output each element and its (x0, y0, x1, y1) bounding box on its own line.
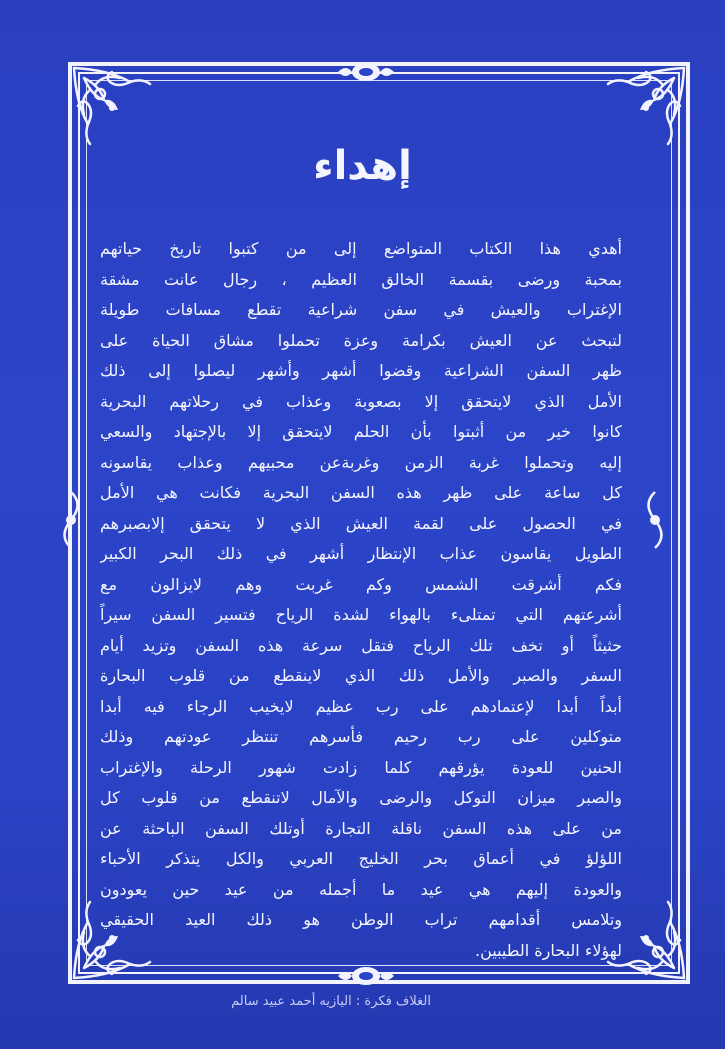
text-line: ظهر السفن الشراعية وقضوا أشهر وأشهر ليصلوا إلى ذلك (100, 361, 622, 380)
text-line: لهؤلاء البحارة الطيبين. (475, 940, 622, 960)
text-line: إليه وتحملوا غربة الزمن وغربةعن محبيهم وعذاب يقاسونه (100, 452, 622, 472)
text-line: من على هذه السفن ناقلة التجارة أوتلك السفن الباحثة عن (100, 818, 622, 838)
text-line: فكم أشرقت الشمس وكم غربت وهم لايزالون مع (100, 574, 622, 594)
dedication-title: إهداء (313, 143, 412, 189)
text-line: الطويل يقاسون عذاب الإنتظار أشهر في ذلك البحر الكبير (100, 544, 622, 563)
side-ornament-right (640, 490, 670, 550)
text-line: لتبحث عن العيش بكرامة وعزة تحملوا مشاق الحياة على (100, 330, 622, 350)
text-line: كل ساعة على ظهر هذه السفن البحرية فكانت هي الأمل (100, 483, 622, 502)
text-line: والصبر ميزان التوكل والرضى والآمال لاتنقطع من قلوب كل (100, 788, 622, 807)
cover-credit: الغلاف فكرة : اليازيه أحمد عبيد سالم (231, 994, 431, 1009)
text-line: السفر والصبر والأمل ذلك الذي لاينقطع من قلوب البحارة (100, 666, 622, 685)
text-line: الحنين للعودة يؤرقهم كلما زادت شهور الرحلة والإغتراب (100, 757, 622, 777)
text-line: كانوا خير من أثبتوا بأن الحلم لايتحقق إلا بالإجتهاد والسعي (100, 422, 622, 441)
text-line: اللؤلؤ في أعماق بحر الخليج العربي والكل يتذكر الأحباء (100, 849, 622, 868)
dedication-body (100, 234, 622, 966)
text-line: حثيثاً أو تخف تلك الرياح فتقل سرعة هذه السفن وتزيد أيام (100, 635, 622, 655)
text-line: أشرعتهم التي تمتلىء بالهواء لشدة الرياح فتسير السفن سيراً (100, 605, 622, 624)
text-line: أهدي هذا الكتاب المتواضع إلى من كتبوا تاريخ حياتهم (100, 239, 622, 258)
text-line: أبداً أبدا لإعتمادهم على رب عظيم لايخيب الرجاء فيه أبدا (100, 696, 622, 716)
side-ornament-left (56, 490, 86, 550)
text-line: وتلامس أقدامهم تراب الوطن هو ذلك العيد الحقيقي (100, 910, 622, 929)
text-line: الأمل الذي لايتحقق إلا بصعوبة وعذاب في رحلاتهم البحرية (100, 391, 622, 411)
text-line: في الحصول على لقمة العيش الذي لا يتحقق إلابصبرهم (100, 513, 622, 533)
text-line: والعودة إليهم هي عيد ما أجمله من عيد حين يعودون (100, 879, 622, 899)
text-line: متوكلين على رب رحيم فأسرهم تنتظر عودتهم وذلك (100, 727, 622, 746)
center-ornament-top (336, 60, 396, 84)
text-line: بمحبة ورضى بقسمة الخالق العظيم ، رجال عانت مشقة (100, 269, 622, 289)
text-line: الإغتراب والعيش في سفن شراعية تقطع مسافات طويلة (100, 300, 622, 319)
center-ornament-bottom (336, 964, 396, 988)
